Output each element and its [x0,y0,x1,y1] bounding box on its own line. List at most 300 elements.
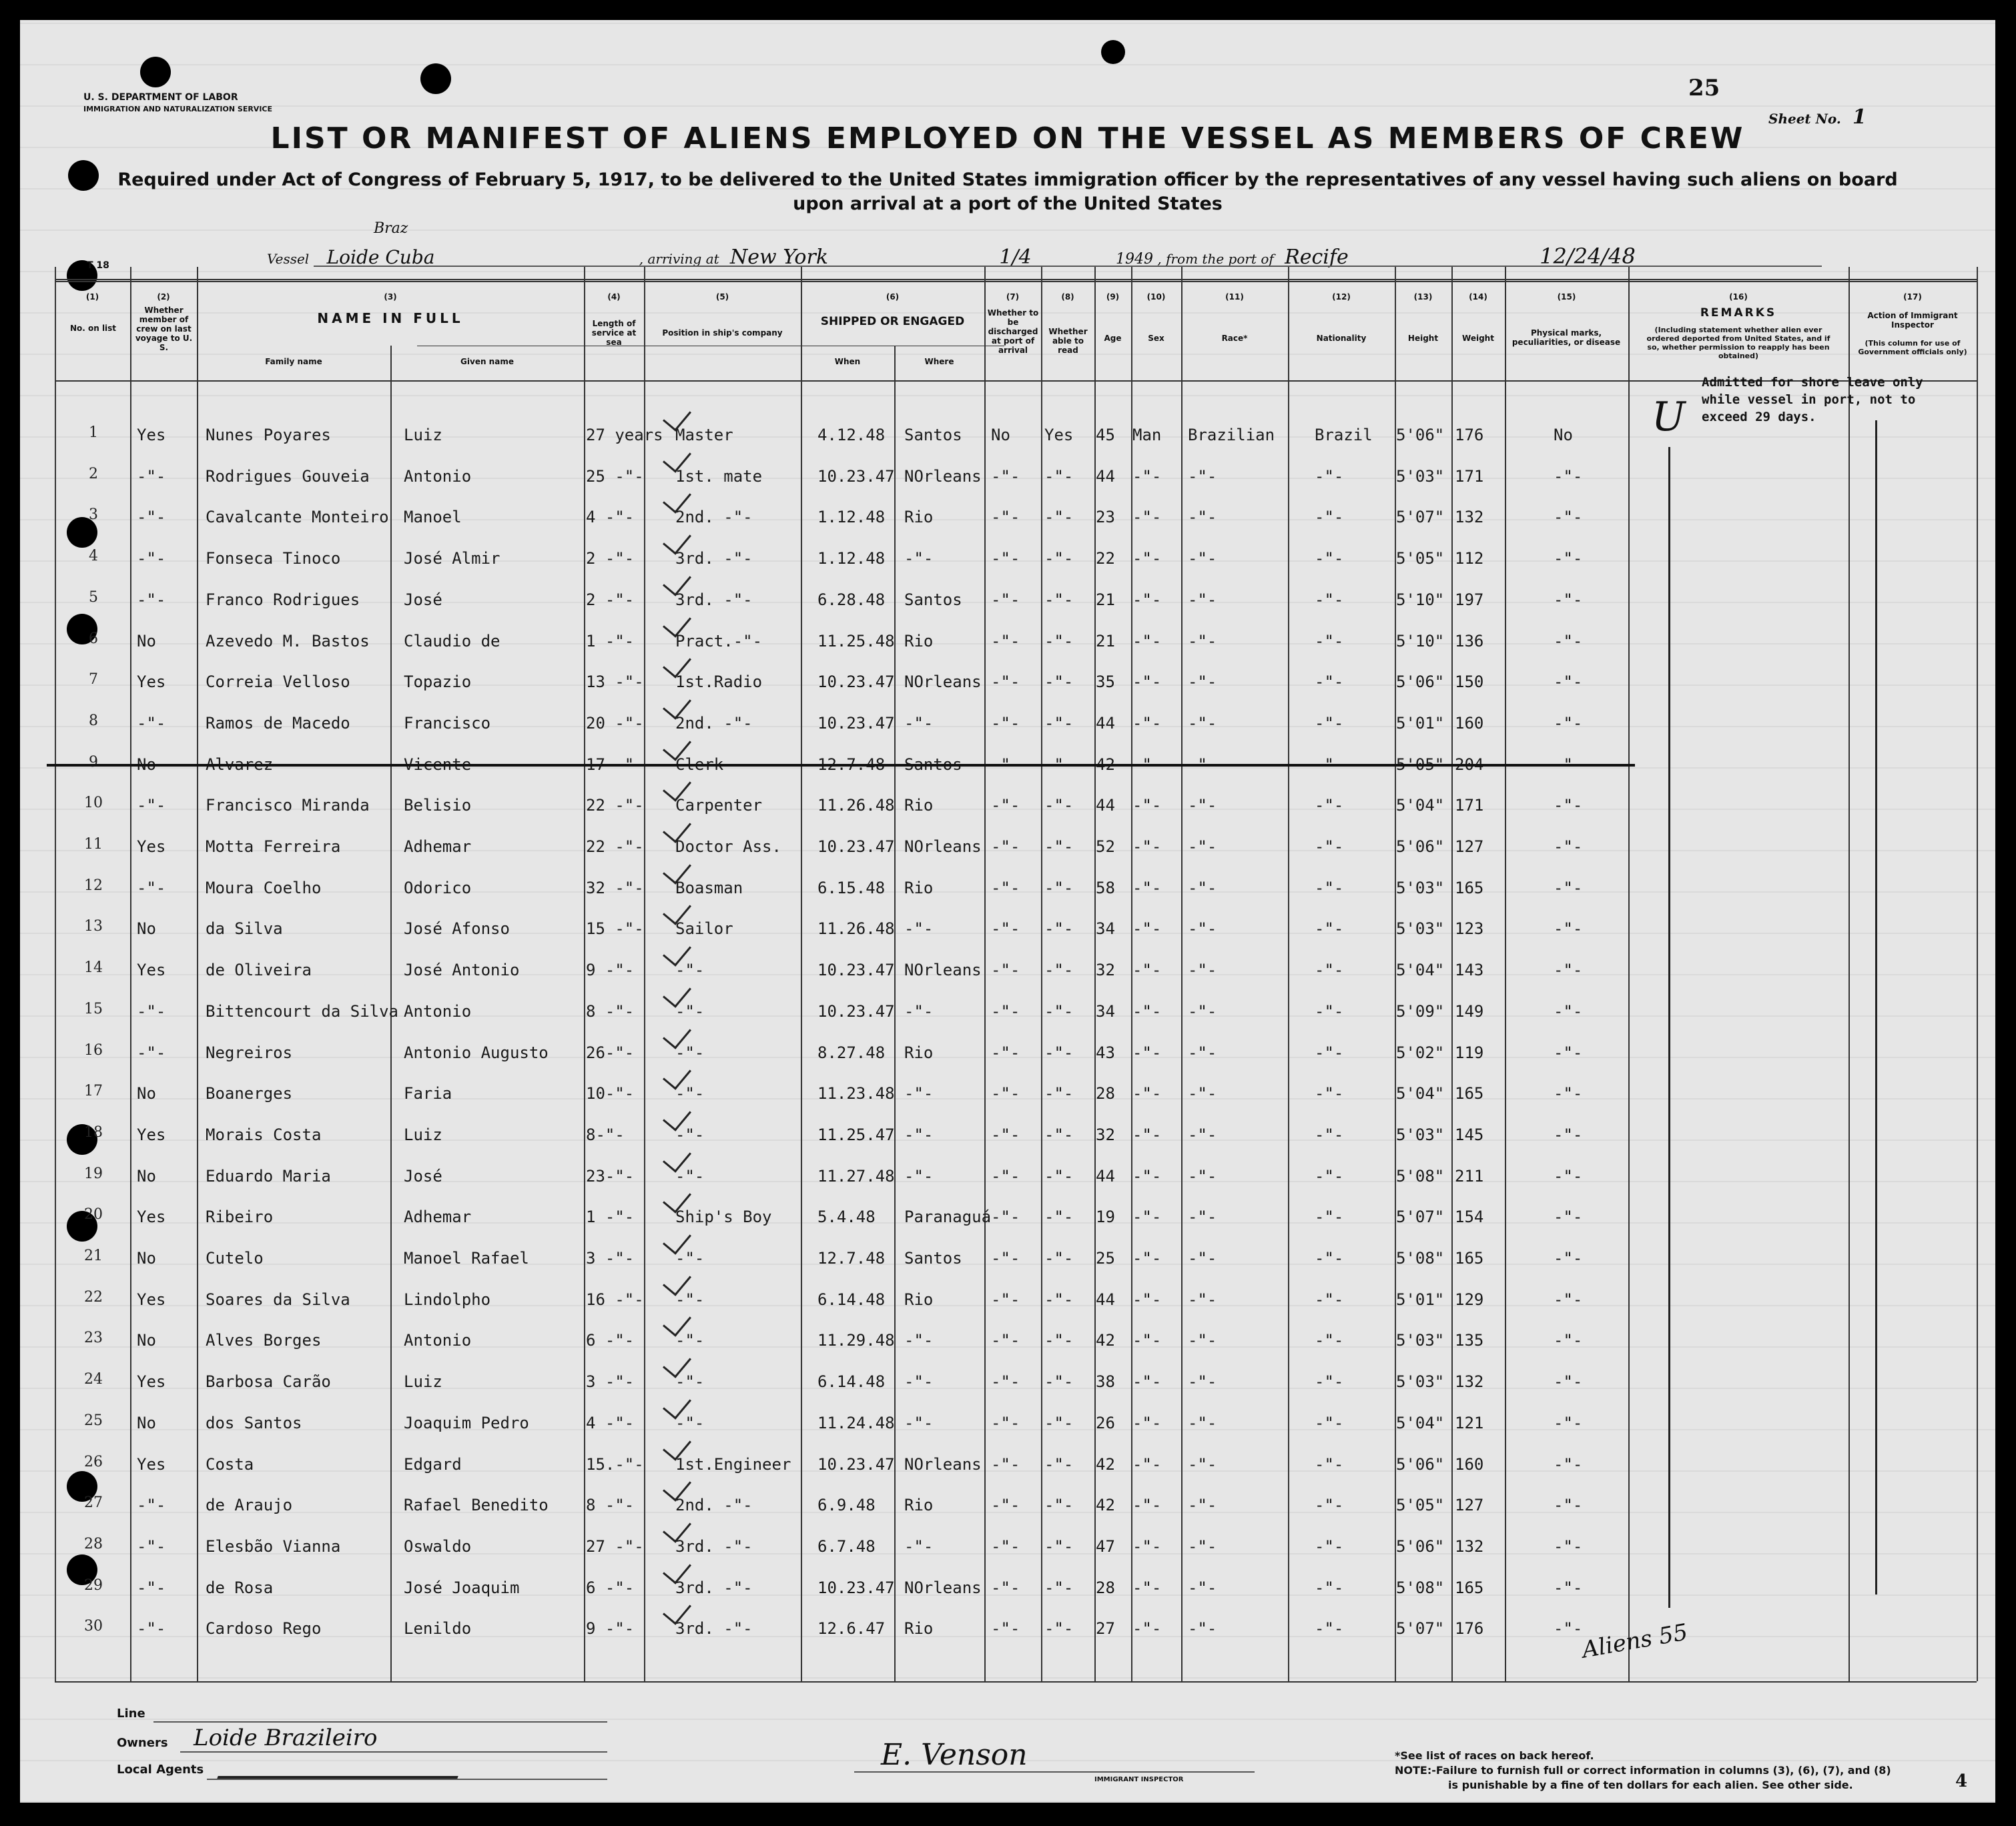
cell-race: Brazilian [1188,426,1275,444]
cell-race: -"- [1188,1578,1217,1597]
cell-height: 5'03" [1396,1372,1445,1391]
cell-position: 2nd. -"- [675,1496,753,1514]
cell-discharged: -"- [991,796,1020,815]
cell-height: 5'05" [1396,755,1445,774]
cell-service-length: 8 -"- [586,1002,635,1021]
cell-service-length: 4 -"- [586,508,635,526]
row-number: 1 [89,424,98,441]
cell-able-to-read: -"- [1044,1208,1074,1226]
cell-given-name: Antonio Augusto [404,1043,549,1062]
cell-service-length: 16 -"- [586,1290,644,1309]
header-shipped-engaged: SHIPPED OR ENGAGED [820,315,965,328]
cell-weight: 149 [1455,1002,1484,1021]
cell-sex: -"- [1132,837,1162,856]
cell-family-name: Rodrigues Gouveia [206,467,370,486]
table-top-rule [55,279,1977,282]
from-port: Recife [1285,246,1349,269]
cell-discharged: -"- [991,837,1020,856]
cell-shipped-where: Santos [904,755,962,774]
row-number: 6 [89,630,98,647]
cell-prev-voyage: -"- [137,590,166,609]
row-number: 11 [84,836,103,853]
cell-nationality: -"- [1315,1578,1344,1597]
cell-age: 34 [1096,1002,1115,1021]
cell-given-name: Luiz [404,1125,442,1144]
cell-height: 5'10" [1396,632,1445,650]
cell-given-name: Lindolpho [404,1290,491,1309]
cell-sex: -"- [1132,796,1162,815]
line-underline [153,1721,607,1723]
cell-family-name: Barbosa Carão [206,1372,331,1391]
cell-shipped-when: 6.7.48 [817,1537,876,1556]
cell-weight: 135 [1455,1331,1484,1350]
cell-age: 52 [1096,837,1115,856]
cell-weight: 197 [1455,590,1484,609]
cell-height: 5'03" [1396,1331,1445,1350]
cell-nationality: -"- [1315,961,1344,979]
table-bottom-rule [55,1681,1977,1683]
cell-race: -"- [1188,1290,1217,1309]
cell-nationality: -"- [1315,1043,1344,1062]
cell-shipped-when: 10.23.47 [817,467,895,486]
cell-weight: 171 [1455,796,1484,815]
cell-nationality: -"- [1315,796,1344,815]
header-race: Race* [1221,334,1248,343]
col-rule [1041,267,1042,1681]
page-title: LIST OR MANIFEST OF ALIENS EMPLOYED ON THE VESSEL AS MEMBERS OF CREW [270,121,1745,155]
cell-family-name: Alves Borges [206,1331,322,1350]
cell-shipped-where: Rio [904,1619,934,1638]
cell-shipped-where: -"- [904,714,934,733]
cell-able-to-read: -"- [1044,755,1074,774]
cell-sex: -"- [1132,590,1162,609]
cell-position: Boasman [675,879,743,897]
cell-service-length: 9 -"- [586,1619,635,1638]
cell-given-name: Odorico [404,879,472,897]
header-previous-voyage: Whether member of crew on last voyage to U. S. [135,306,193,352]
cell-age: 32 [1096,961,1115,979]
cell-able-to-read: -"- [1044,879,1074,897]
cell-service-length: 13 -"- [586,672,644,691]
cell-prev-voyage: Yes [137,672,166,691]
cell-family-name: Costa [206,1455,254,1474]
cell-discharged: -"- [991,508,1020,526]
cell-discharged: -"- [991,755,1020,774]
col-number: (5) [715,292,729,302]
cell-service-length: 27 -"- [586,1537,644,1556]
row-number: 15 [84,1001,103,1017]
cell-age: 21 [1096,632,1115,650]
cell-able-to-read: -"- [1044,837,1074,856]
cell-sex: -"- [1132,1002,1162,1021]
header-bottom-rule [55,380,1977,382]
cell-weight: 160 [1455,1455,1484,1474]
row-number: 5 [89,589,98,606]
cell-able-to-read: -"- [1044,1619,1074,1638]
cell-physical-marks: -"- [1554,1578,1583,1597]
sail-date: 12/24/48 [1540,244,1636,269]
cell-age: 45 [1096,426,1115,444]
cell-weight: 165 [1455,1249,1484,1268]
col-number: (6) [886,292,900,302]
cell-physical-marks: -"- [1554,1125,1583,1144]
cell-race: -"- [1188,961,1217,979]
cell-age: 22 [1096,549,1115,568]
col-rule [1288,267,1289,1681]
cell-prev-voyage: -"- [137,549,166,568]
cell-weight: 127 [1455,1496,1484,1514]
cell-service-length: 26-"- [586,1043,635,1062]
cell-sex: -"- [1132,549,1162,568]
header-remarks-note: (Including statement whether alien ever ordered deported from United States, and if so, whether permission to reapply has been obtained) [1646,326,1830,360]
col-rule [197,267,198,1681]
cell-shipped-when: 6.14.48 [817,1372,886,1391]
cell-shipped-when: 12.6.47 [817,1619,886,1638]
row-number: 9 [89,754,98,771]
cell-height: 5'06" [1396,1455,1445,1474]
row-number: 13 [84,918,103,935]
header-weight: Weight [1462,334,1494,343]
col-rule [584,267,585,1681]
cell-discharged: -"- [991,1619,1020,1638]
cell-height: 5'10" [1396,590,1445,609]
cell-family-name: Cardoso Rego [206,1619,322,1638]
cell-prev-voyage: Yes [137,961,166,979]
cell-physical-marks: -"- [1554,1537,1583,1556]
cell-position: 1st.Engineer [675,1455,791,1474]
note-races: *See list of races on back hereof. [1395,1749,1594,1762]
cell-family-name: Morais Costa [206,1125,322,1144]
cell-prev-voyage: -"- [137,1043,166,1062]
cell-age: 44 [1096,1290,1115,1309]
cell-given-name: Manoel [404,508,462,526]
cell-prev-voyage: -"- [137,1619,166,1638]
cell-sex: -"- [1132,1208,1162,1226]
cell-position: Pract.-"- [675,632,763,650]
cell-weight: 143 [1455,961,1484,979]
remarks-mark: U [1652,394,1686,440]
cell-weight: 145 [1455,1125,1484,1144]
col-rule [801,267,802,1681]
cell-age: 44 [1096,796,1115,815]
cell-shipped-where: -"- [904,1331,934,1350]
cell-discharged: -"- [991,1578,1020,1597]
row-number: 24 [84,1371,103,1388]
cell-discharged: -"- [991,961,1020,979]
cell-position: -"- [675,1167,705,1186]
cell-shipped-when: 11.23.48 [817,1084,895,1103]
cell-position: -"- [675,1372,705,1391]
cell-shipped-where: NOrleans [904,672,982,691]
cell-discharged: -"- [991,549,1020,568]
cell-sex: -"- [1132,879,1162,897]
cell-physical-marks: -"- [1554,1455,1583,1474]
cell-given-name: Manoel Rafael [404,1249,529,1268]
cell-sex: -"- [1132,1619,1162,1638]
cell-service-length: 22 -"- [586,796,644,815]
inspector-underline [854,1771,1255,1773]
cell-race: -"- [1188,590,1217,609]
cell-shipped-where: NOrleans [904,467,982,486]
cell-prev-voyage: -"- [137,1537,166,1556]
cell-nationality: -"- [1315,1249,1344,1268]
header-inspector-note: (This column for use of Government officials only) [1858,339,1967,356]
cell-age: 28 [1096,1084,1115,1103]
header-able-to-read: Whether able to read [1048,327,1088,355]
cell-family-name: Franco Rodrigues [206,590,360,609]
col-number: (11) [1225,292,1244,302]
cell-nationality: -"- [1315,919,1344,938]
cell-age: 28 [1096,1578,1115,1597]
cell-prev-voyage: Yes [137,426,166,444]
cell-race: -"- [1188,1619,1217,1638]
cell-nationality: -"- [1315,508,1344,526]
cell-race: -"- [1188,1537,1217,1556]
cell-prev-voyage: No [137,919,156,938]
cell-able-to-read: -"- [1044,549,1074,568]
cell-given-name: Adhemar [404,1208,472,1226]
row-number: 14 [84,959,103,976]
cell-shipped-when: 4.12.48 [817,426,886,444]
cell-nationality: -"- [1315,590,1344,609]
cell-service-length: 6 -"- [586,1578,635,1597]
cell-shipped-where: NOrleans [904,837,982,856]
cell-discharged: -"- [991,1537,1020,1556]
col-number: (8) [1061,292,1074,302]
cell-discharged: -"- [991,1002,1020,1021]
col-number: (14) [1469,292,1487,302]
strike-through-line [47,764,1635,767]
cell-able-to-read: -"- [1044,1537,1074,1556]
cell-service-length: 8-"- [586,1125,625,1144]
col-rule [1977,267,1978,1681]
cell-weight: 129 [1455,1290,1484,1309]
cell-race: -"- [1188,1372,1217,1391]
owners-value: Loide Brazileiro [194,1725,378,1751]
cell-shipped-where: -"- [904,919,934,938]
cell-position: 3rd. -"- [675,549,753,568]
cell-given-name: Francisco [404,714,491,733]
cell-nationality: -"- [1315,1084,1344,1103]
cell-service-length: 10-"- [586,1084,635,1103]
col-rule [1849,267,1850,1681]
cell-family-name: Cutelo [206,1249,264,1268]
row-number: 20 [84,1206,103,1223]
cell-sex: -"- [1132,1331,1162,1350]
cell-weight: 119 [1455,1043,1484,1062]
row-number: 16 [84,1042,103,1059]
cell-shipped-where: Rio [904,508,934,526]
cell-position: -"- [675,1249,705,1268]
cell-physical-marks: -"- [1554,1331,1583,1350]
cell-shipped-when: 11.26.48 [817,919,895,938]
row-number: 7 [89,671,98,688]
cell-nationality: -"- [1315,1496,1344,1514]
cell-nationality: -"- [1315,1331,1344,1350]
cell-position: -"- [675,1414,705,1432]
cell-family-name: Ribeiro [206,1208,274,1226]
cell-given-name: Topazio [404,672,472,691]
cell-nationality: -"- [1315,1455,1344,1474]
cell-physical-marks: -"- [1554,1619,1583,1638]
cell-race: -"- [1188,1496,1217,1514]
header-inspector-action: Action of Immigrant Inspector [1867,311,1958,330]
cell-family-name: Elesbão Vianna [206,1537,341,1556]
cell-discharged: -"- [991,1455,1020,1474]
cell-height: 5'08" [1396,1578,1445,1597]
cell-prev-voyage: No [137,1084,156,1103]
form-code: T 18 [87,260,109,271]
cell-service-length: 25 -"- [586,467,644,486]
row-number: 4 [89,548,98,564]
cell-family-name: dos Santos [206,1414,302,1432]
header-physical-marks: Physical marks, peculiarities, or disease [1511,328,1621,347]
cell-service-length: 20 -"- [586,714,644,733]
cell-weight: 154 [1455,1208,1484,1226]
punch-hole [140,57,171,87]
cell-position: Sailor [675,919,733,938]
cell-weight: 132 [1455,1372,1484,1391]
row-number: 10 [84,795,103,811]
cell-age: 38 [1096,1372,1115,1391]
cell-able-to-read: -"- [1044,1331,1074,1350]
cell-race: -"- [1188,508,1217,526]
cell-service-length: 27 years [586,426,663,444]
cell-given-name: Edgard [404,1455,462,1474]
cell-position: -"- [675,1084,705,1103]
cell-position: -"- [675,1043,705,1062]
cell-shipped-when: 6.14.48 [817,1290,886,1309]
cell-nationality: -"- [1315,1414,1344,1432]
col-rule [1505,267,1506,1681]
cell-prev-voyage: -"- [137,1002,166,1021]
cell-race: -"- [1188,1331,1217,1350]
cell-prev-voyage: -"- [137,467,166,486]
cell-service-length: 32 -"- [586,879,644,897]
cell-prev-voyage: No [137,1331,156,1350]
cell-physical-marks: -"- [1554,755,1583,774]
cell-height: 5'07" [1396,1208,1445,1226]
cell-discharged: -"- [991,1249,1020,1268]
cell-nationality: -"- [1315,879,1344,897]
cell-shipped-when: 10.23.47 [817,961,895,979]
cell-weight: 123 [1455,919,1484,938]
cell-prev-voyage: No [137,1249,156,1268]
cell-given-name: José Almir [404,549,500,568]
cell-sex: -"- [1132,1414,1162,1432]
punch-hole [1101,40,1125,64]
cell-able-to-read: -"- [1044,1002,1074,1021]
cell-height: 5'05" [1396,549,1445,568]
cell-family-name: Azevedo M. Bastos [206,632,370,650]
cell-shipped-when: 1.12.48 [817,508,886,526]
cell-sex: -"- [1132,1372,1162,1391]
cell-physical-marks: -"- [1554,1249,1583,1268]
cell-position: -"- [675,961,705,979]
cell-position: Carpenter [675,796,763,815]
cell-nationality: -"- [1315,672,1344,691]
cell-shipped-when: 6.28.48 [817,590,886,609]
cell-position: 1st.Radio [675,672,763,691]
cell-prev-voyage: Yes [137,1290,166,1309]
agents-label: Local Agents [117,1763,204,1777]
punch-hole [420,63,451,94]
cell-physical-marks: -"- [1554,1372,1583,1391]
remarks-line2: while vessel in port, not to [1702,392,1916,407]
cell-physical-marks: -"- [1554,590,1583,609]
line-label: Line [117,1707,145,1721]
cell-height: 5'03" [1396,879,1445,897]
cell-given-name: José [404,590,442,609]
cell-able-to-read: -"- [1044,796,1074,815]
cell-sex: -"- [1132,961,1162,979]
cell-age: 42 [1096,1496,1115,1514]
cell-weight: 165 [1455,879,1484,897]
cell-given-name: José [404,1167,442,1186]
cell-race: -"- [1188,796,1217,815]
cell-discharged: -"- [991,1084,1020,1103]
cell-given-name: Oswaldo [404,1537,472,1556]
cell-weight: 132 [1455,508,1484,526]
header-height: Height [1407,334,1439,343]
cell-service-length: 3 -"- [586,1372,635,1391]
header-family-name: Family name [265,357,322,366]
cell-position: Doctor Ass. [675,837,781,856]
cell-able-to-read: -"- [1044,1455,1074,1474]
cell-shipped-when: 11.25.47 [817,1125,895,1144]
cell-race: -"- [1188,1414,1217,1432]
cell-physical-marks: -"- [1554,632,1583,650]
cell-height: 5'06" [1396,837,1445,856]
cell-nationality: -"- [1315,1125,1344,1144]
header-where: Where [924,357,954,366]
cell-shipped-where: -"- [904,549,934,568]
cell-physical-marks: -"- [1554,919,1583,938]
cell-height: 5'02" [1396,1043,1445,1062]
cell-service-length: 15 -"- [586,919,644,938]
manifest-sheet [20,20,1995,1803]
cell-discharged: -"- [991,590,1020,609]
row-number: 12 [84,877,103,894]
cell-prev-voyage: No [137,755,156,774]
cell-age: 44 [1096,467,1115,486]
cell-prev-voyage: Yes [137,1208,166,1226]
cell-sex: -"- [1132,1496,1162,1514]
cell-able-to-read: Yes [1044,426,1074,444]
cell-given-name: Antonio [404,1331,472,1350]
cell-family-name: de Rosa [206,1578,274,1597]
cell-shipped-when: 12.7.48 [817,1249,886,1268]
cell-sex: -"- [1132,919,1162,938]
cell-discharged: -"- [991,1290,1020,1309]
cell-shipped-where: Rio [904,796,934,815]
remarks-line1: Admitted for shore leave only [1702,375,1923,390]
header-sex: Sex [1148,334,1164,343]
cell-height: 5'07" [1396,1619,1445,1638]
cell-shipped-when: 11.26.48 [817,796,895,815]
cell-physical-marks: -"- [1554,879,1583,897]
row-number: 2 [89,466,98,482]
cell-shipped-when: 10.23.47 [817,672,895,691]
cell-shipped-where: Santos [904,1249,962,1268]
cell-prev-voyage: -"- [137,796,166,815]
cell-prev-voyage: Yes [137,1372,166,1391]
cell-nationality: -"- [1315,755,1344,774]
header-service-length: Length of service at sea [591,319,637,347]
cell-service-length: 1 -"- [586,1208,635,1226]
col-number: (16) [1729,292,1748,302]
cell-sex: Man [1132,426,1162,444]
